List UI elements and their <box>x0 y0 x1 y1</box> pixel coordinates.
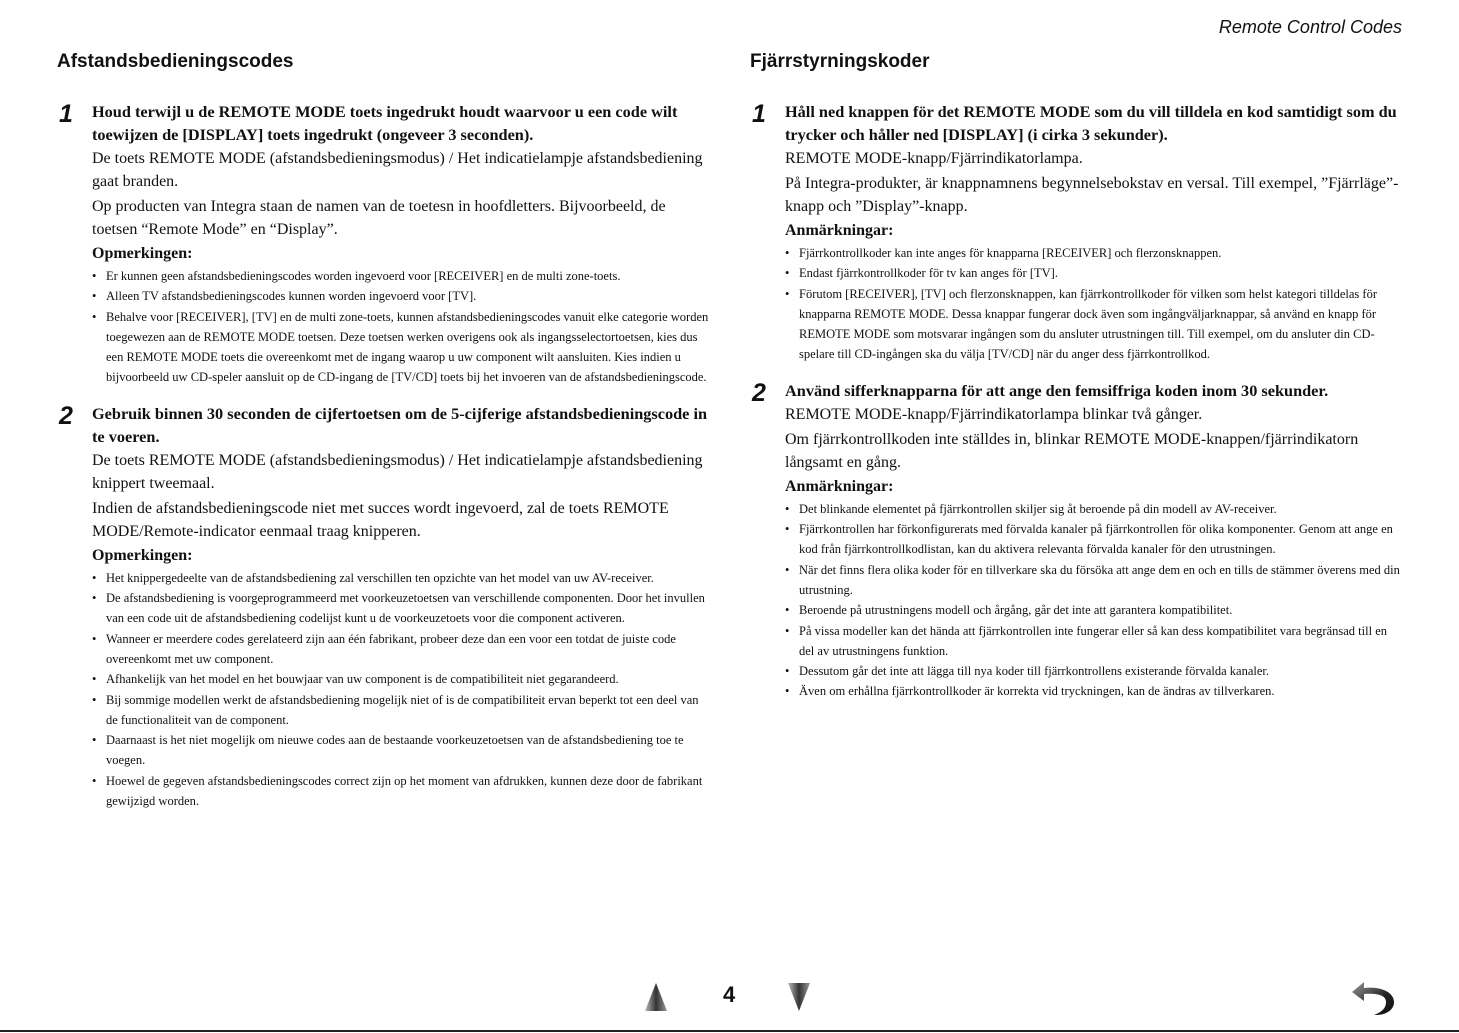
note-item: • På vissa modeller kan det hända att fjärrkontrollen inte fungerar eller så kan dess kompatibilitet vara begränsad till en del av utrustningens funktion. <box>785 621 1402 662</box>
note-item: • Det blinkande elementet på fjärrkontrollen skiljer sig åt beroende på din modell av AV-receiver. <box>785 499 1402 519</box>
step-2 <box>57 402 709 812</box>
paragraph: REMOTE MODE-knapp/Fjärrindikatorlampa. <box>785 150 1083 167</box>
notes-heading: Anmärkningar: <box>785 222 894 239</box>
note-item: • Beroende på utrustningens modell och årgång, går det inte att garantera kompatibilitet. <box>785 600 1402 620</box>
note-item: • Dessutom går det inte att lägga till nya koder till fjärrkontrollens existerande förvalda kanaler. <box>785 661 1402 681</box>
note-item: • Behalve voor [RECEIVER], [TV] en de multi zone-toets, kunnen afstandsbedieningscodes vanuit elke categorie worden toegewezen aan de REMOTE MODE toetsen. Deze toetsen werken overigens ook als ingangsselectortoetsen, kies dus een REMOTE MODE toets die overeenkomt met de ingang waarop u uw component wilt aansluiten. Kies indien u bijvoorbeeld uw CD-speler aansluit op de CD-ingang de [TV/CD] toets bij het invoeren van de afstandsbedieningscode. <box>92 307 709 388</box>
right-column <box>750 50 1402 716</box>
step-number: 2 <box>752 378 766 407</box>
section-title-swedish: Fjärrstyrningskoder <box>750 51 930 72</box>
paragraph: Op producten van Integra staan de namen van de toetesn in hoofdletters. Bijvoorbeeld, de toetsen “Remote Mode” en “Display”. <box>92 198 666 238</box>
paragraph: Om fjärrkontrollkoden inte ställdes in, blinkar REMOTE MODE-knappen/fjärrindikatorn långsamt en gång. <box>785 430 1359 471</box>
note-item: • Er kunnen geen afstandsbedieningscodes worden ingevoerd voor [RECEIVER] en de multi zone-toets. <box>92 266 709 286</box>
notes-list <box>92 568 709 812</box>
step-number: 2 <box>59 401 73 430</box>
paragraph: De toets REMOTE MODE (afstandsbedieningsmodus) / Het indicatielampje afstandsbediening knippert tweemaal. <box>92 451 703 492</box>
paragraph: Indien de afstandsbedieningscode niet met succes wordt ingevoerd, zal de toets REMOTE MODE/Remote-indicator eenmaal traag knipperen. <box>92 499 669 540</box>
page-number: 4 <box>723 982 736 1007</box>
note-item: • Endast fjärrkontrollkoder för tv kan anges för [TV]. <box>785 263 1402 283</box>
paragraph: De toets REMOTE MODE (afstandsbedieningsmodus) / Het indicatielampje afstandsbediening gaat branden. <box>92 150 703 190</box>
left-column <box>57 50 709 825</box>
return-arrow-icon[interactable] <box>1350 980 1398 1021</box>
note-item: • Wanneer er meerdere codes gerelateerd zijn aan één fabrikant, probeer deze dan een voor een totdat de juiste code overeenkomt met uw component. <box>92 629 709 670</box>
note-item: • Afhankelijk van het model en het bouwjaar van uw component is de compatibiliteit niet gegarandeerd. <box>92 669 709 689</box>
paragraph: På Integra-produkter, är knappnamnens begynnelsebokstav en versal. Till exempel, ”Fjärrläge”-knapp och ”Display”-knapp. <box>785 175 1399 215</box>
notes-heading: Opmerkingen: <box>92 546 193 564</box>
running-header: Remote Control Codes <box>1218 17 1402 37</box>
step-title: Använd sifferknapparna för att ange den femsiffriga koden inom 30 sekunder. <box>785 380 1329 400</box>
step-number: 1 <box>59 100 73 128</box>
notes-list <box>785 499 1402 702</box>
note-item: • Hoewel de gegeven afstandsbedieningscodes correct zijn op het moment van afdrukken, kunnen deze door de fabrikant gewijzigd worden. <box>92 771 709 812</box>
note-item: • De afstandsbediening is voorgeprogrammeerd met voorkeuzetoetsen van verschillende componenten. Door het invullen van een code uit de afstandsbediening codelijst kunt u de voorkeuzetoets voor die component activeren. <box>92 588 709 629</box>
note-item: • Het knippergedeelte van de afstandsbediening zal verschillen ten opzichte van het model van uw AV-receiver. <box>92 568 709 588</box>
notes-heading: Anmärkningar: <box>785 477 894 495</box>
step-title: Gebruik binnen 30 seconden de cijfertoetsen om de 5-cijferige afstandsbedieningscode in te voeren. <box>92 403 708 446</box>
bottom-rule <box>0 1030 1459 1032</box>
notes-list <box>785 243 1402 365</box>
step-1 <box>57 100 709 388</box>
notes-list <box>92 266 709 388</box>
note-item: • Daarnaast is het niet mogelijk om nieuwe codes aan de bestaande voorkeuzetoetsen van de afstandsbediening toe te voegen. <box>92 730 709 771</box>
page-footer <box>0 980 1459 1020</box>
notes-heading: Opmerkingen: <box>92 245 193 262</box>
section-title-dutch: Afstandsbedieningscodes <box>57 51 294 72</box>
note-item: • Alleen TV afstandsbedieningscodes kunnen worden ingevoerd voor [TV]. <box>92 286 709 306</box>
note-item: • Även om erhållna fjärrkontrollkoder är korrekta vid tryckningen, kan de ändras av tillverkaren. <box>785 681 1402 701</box>
note-item: • Förutom [RECEIVER], [TV] och flerzonsknappen, kan fjärrkontrollkoder för vilken som helst kategori tilldelas för knapparna REMOTE MODE. Dessa knappar fungerar dock även som ingångväljarknappar, så använd en knapp för REMOTE MODE som motsvarar ingången som du ansluter utrustningen till. Till exempel, om du ansluter din CD-spelare till CD-ingången ska du välja [TV/CD] när du anger dess fjärrkontrollkod. <box>785 284 1402 365</box>
triangle-up-icon[interactable] <box>645 983 667 1016</box>
note-item: • Fjärrkontrollkoder kan inte anges för knapparna [RECEIVER] och flerzonsknappen. <box>785 243 1402 263</box>
step-title: Håll ned knappen för det REMOTE MODE som du vill tilldela en kod samtidigt som du trycker och håller ned [DISPLAY] (i cirka 3 sekunder). <box>785 102 1397 144</box>
note-item: • När det finns flera olika koder för en tillverkare ska du försöka att ange dem en och en tills de stämmer överens med din utrustning. <box>785 560 1402 601</box>
step-title: Houd terwijl u de REMOTE MODE toets ingedrukt houdt waarvoor u een code wilt toewijzen de [DISPLAY] toets ingedrukt (ongeveer 3 seconden). <box>92 102 678 144</box>
paragraph: REMOTE MODE-knapp/Fjärrindikatorlampa blinkar två gånger. <box>785 405 1203 423</box>
note-item: • Fjärrkontrollen har förkonfigurerats med förvalda kanaler på fjärrkontrollen för olika komponenter. Genom att ange en kod från fjärrkontrollkodlistan, kan du aktivera relevanta förvalda kanaler för den utrustningen. <box>785 519 1402 560</box>
step-number: 1 <box>752 100 766 128</box>
step-2 <box>750 379 1402 702</box>
triangle-down-icon[interactable] <box>788 983 810 1016</box>
step-1 <box>750 100 1402 365</box>
note-item: • Bij sommige modellen werkt de afstandsbediening mogelijk niet of is de compatibiliteit ervan beperkt tot een deel van de functionaliteit van de component. <box>92 690 709 731</box>
